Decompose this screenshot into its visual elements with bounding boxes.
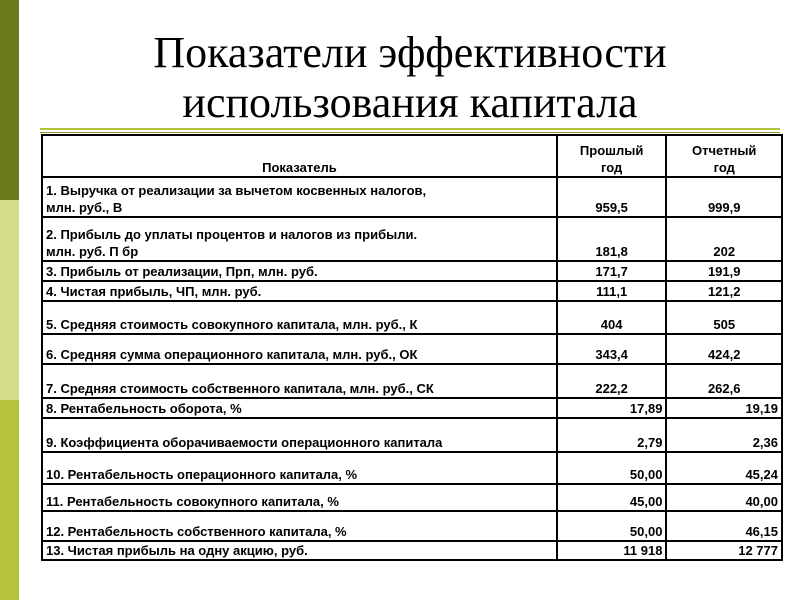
slide-title-line1: Показатели эффективности xyxy=(153,28,667,77)
slide-title xyxy=(40,28,780,128)
row-curr-value: 191,9 xyxy=(666,261,782,281)
row-prev-value: 404 xyxy=(557,301,667,334)
row-prev-value: 222,2 xyxy=(557,364,667,398)
indicators-table xyxy=(41,134,783,561)
row-label: 7. Средняя стоимость собственного капитала, млн. руб., СК xyxy=(42,364,557,398)
row-curr-value: 46,15 xyxy=(666,511,782,541)
row-label: 13. Чистая прибыль на одну акцию, руб. xyxy=(42,541,557,560)
title-divider-thin xyxy=(40,132,780,133)
header-prev-line1: Прошлый xyxy=(579,143,644,158)
row-prev-value: 50,00 xyxy=(557,452,667,484)
row-label: 8. Рентабельность оборота, % xyxy=(42,398,557,418)
table-row xyxy=(42,452,782,484)
row-prev-value: 959,5 xyxy=(557,177,667,217)
row-curr-value: 999,9 xyxy=(666,177,782,217)
row-label-line2: млн. руб., В xyxy=(46,200,123,215)
row-label-line1: 2. Прибыль до уплаты процентов и налогов из прибыли. xyxy=(46,227,418,242)
header-curr-line2: год xyxy=(713,160,735,175)
table-row xyxy=(42,301,782,334)
table-row xyxy=(42,281,782,301)
row-curr-value: 40,00 xyxy=(666,484,782,511)
side-strip-light xyxy=(0,200,19,400)
header-prev-line2: год xyxy=(601,160,623,175)
row-label-line2: млн. руб. П бр xyxy=(46,244,139,259)
row-label: 6. Средняя сумма операционного капитала, млн. руб., ОК xyxy=(42,334,557,364)
row-label: 11. Рентабельность совокупного капитала, % xyxy=(42,484,557,511)
table-row xyxy=(42,484,782,511)
row-prev-value: 111,1 xyxy=(557,281,667,301)
row-prev-value: 50,00 xyxy=(557,511,667,541)
row-prev-value: 17,89 xyxy=(557,398,667,418)
row-curr-value: 12 777 xyxy=(666,541,782,560)
row-prev-value: 45,00 xyxy=(557,484,667,511)
row-label: 5. Средняя стоимость совокупного капитала, млн. руб., К xyxy=(42,301,557,334)
row-curr-value: 19,19 xyxy=(666,398,782,418)
row-curr-value: 202 xyxy=(666,217,782,261)
slide-title-line2: использования капитала xyxy=(182,78,638,127)
table-row xyxy=(42,261,782,281)
table-header-row xyxy=(42,135,782,177)
row-label: 4. Чистая прибыль, ЧП, млн. руб. xyxy=(42,281,557,301)
header-prev-year xyxy=(557,135,667,177)
table-row xyxy=(42,334,782,364)
row-curr-value: 121,2 xyxy=(666,281,782,301)
row-label: 3. Прибыль от реализации, Прп, млн. руб. xyxy=(42,261,557,281)
row-curr-value: 2,36 xyxy=(666,418,782,452)
row-label: 10. Рентабельность операционного капитала, % xyxy=(42,452,557,484)
table-row xyxy=(42,418,782,452)
side-strip-mid xyxy=(0,400,19,600)
row-prev-value: 171,7 xyxy=(557,261,667,281)
header-curr-year xyxy=(666,135,782,177)
row-prev-value: 181,8 xyxy=(557,217,667,261)
table-row xyxy=(42,217,782,261)
side-strip-dark xyxy=(0,0,19,200)
table-row xyxy=(42,398,782,418)
header-curr-line1: Отчетный xyxy=(692,143,757,158)
row-prev-value: 343,4 xyxy=(557,334,667,364)
row-curr-value: 262,6 xyxy=(666,364,782,398)
row-prev-value: 11 918 xyxy=(557,541,667,560)
row-label xyxy=(42,177,557,217)
table-row xyxy=(42,511,782,541)
header-indicator xyxy=(42,135,557,177)
row-curr-value: 505 xyxy=(666,301,782,334)
title-divider xyxy=(40,128,780,130)
row-prev-value: 2,79 xyxy=(557,418,667,452)
row-label: 9. Коэффициента оборачиваемости операционного капитала xyxy=(42,418,557,452)
row-label xyxy=(42,217,557,261)
row-curr-value: 424,2 xyxy=(666,334,782,364)
row-curr-value: 45,24 xyxy=(666,452,782,484)
header-indicator-label: Показатель xyxy=(262,160,337,175)
table-row xyxy=(42,364,782,398)
row-label: 12. Рентабельность собственного капитала, % xyxy=(42,511,557,541)
table-row xyxy=(42,541,782,560)
row-label-line1: 1. Выручка от реализации за вычетом косвенных налогов, xyxy=(46,183,427,198)
table-row xyxy=(42,177,782,217)
